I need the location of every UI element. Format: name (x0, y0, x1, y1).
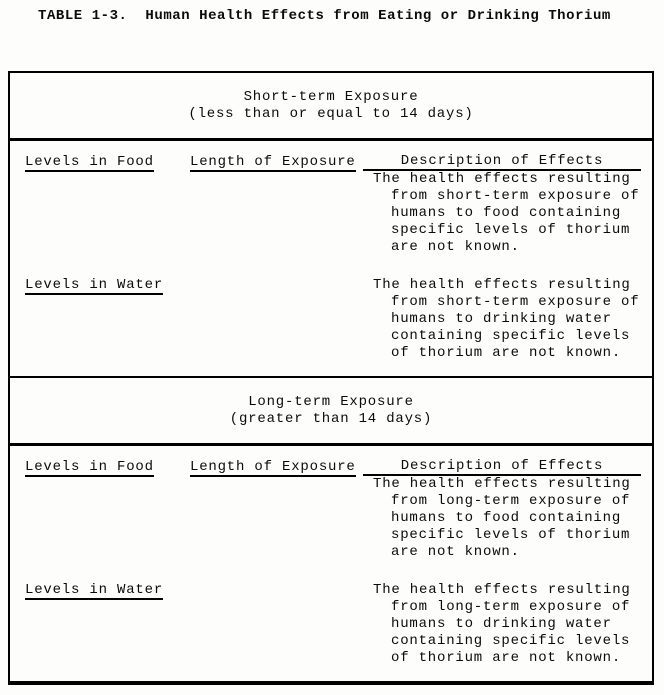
description-line: humans to drinking water (391, 311, 612, 327)
description-line: are not known. (391, 239, 520, 255)
description-of-effects-cell (363, 582, 641, 667)
section-subtitle: (less than or equal to 14 days) (188, 106, 474, 122)
levels-in-food-header: Levels in Food (25, 459, 154, 475)
water-effects-description (363, 582, 641, 667)
food-effects-description (363, 476, 641, 561)
description-line: humans to food containing (391, 510, 622, 526)
description-line: containing specific levels (391, 328, 631, 344)
levels-in-water-label: Levels in Water (25, 582, 164, 598)
section-header (10, 73, 652, 141)
description-of-effects-cell (363, 277, 641, 362)
food-effects-description (363, 171, 641, 256)
section-title: Long-term Exposure (248, 394, 414, 410)
description-line: The health effects resulting (373, 277, 631, 293)
section-title: Short-term Exposure (243, 89, 419, 105)
description-line: specific levels of thorium (391, 527, 631, 543)
table-row (10, 582, 652, 667)
length-of-exposure-cell (190, 154, 356, 172)
table-row (10, 277, 652, 362)
description-line: from short-term exposure of (391, 294, 640, 310)
water-effects-description (363, 277, 641, 362)
levels-in-food-header: Levels in Food (25, 154, 154, 170)
levels-in-water-label: Levels in Water (25, 277, 164, 293)
description-line: of thorium are not known. (391, 650, 622, 666)
levels-in-water-cell (25, 582, 163, 600)
levels-in-food-cell (25, 459, 154, 477)
description-of-effects-cell (363, 154, 641, 256)
long-term-exposure-section (10, 378, 652, 681)
description-line: containing specific levels (391, 633, 631, 649)
description-line: specific levels of thorium (391, 222, 631, 238)
length-of-exposure-cell (190, 459, 356, 477)
length-of-exposure-header: Length of Exposure (190, 459, 356, 475)
description-of-effects-cell (363, 459, 641, 561)
description-line: are not known. (391, 544, 520, 560)
section-body (10, 446, 652, 681)
levels-in-water-cell (25, 277, 163, 295)
table-row (10, 459, 652, 561)
description-line: of thorium are not known. (391, 345, 622, 361)
description-line: The health effects resulting (373, 476, 631, 492)
description-line: from long-term exposure of (391, 599, 631, 615)
description-line: from long-term exposure of (391, 493, 631, 509)
description-line: from short-term exposure of (391, 188, 640, 204)
section-header (10, 378, 652, 446)
table-row (10, 154, 652, 256)
description-line: The health effects resulting (373, 171, 631, 187)
description-of-effects-header: Description of Effects (363, 459, 641, 476)
description-line: humans to drinking water (391, 616, 612, 632)
description-of-effects-header: Description of Effects (363, 154, 641, 171)
section-body (10, 141, 652, 376)
short-term-exposure-section (10, 73, 652, 378)
document-title: TABLE 1-3. Human Health Effects from Eating or Drinking Thorium (38, 8, 611, 24)
section-subtitle: (greater than 14 days) (229, 411, 433, 427)
description-line: humans to food containing (391, 205, 622, 221)
description-line: The health effects resulting (373, 582, 631, 598)
levels-in-food-cell (25, 154, 154, 172)
length-of-exposure-header: Length of Exposure (190, 154, 356, 170)
effects-table (8, 71, 654, 685)
